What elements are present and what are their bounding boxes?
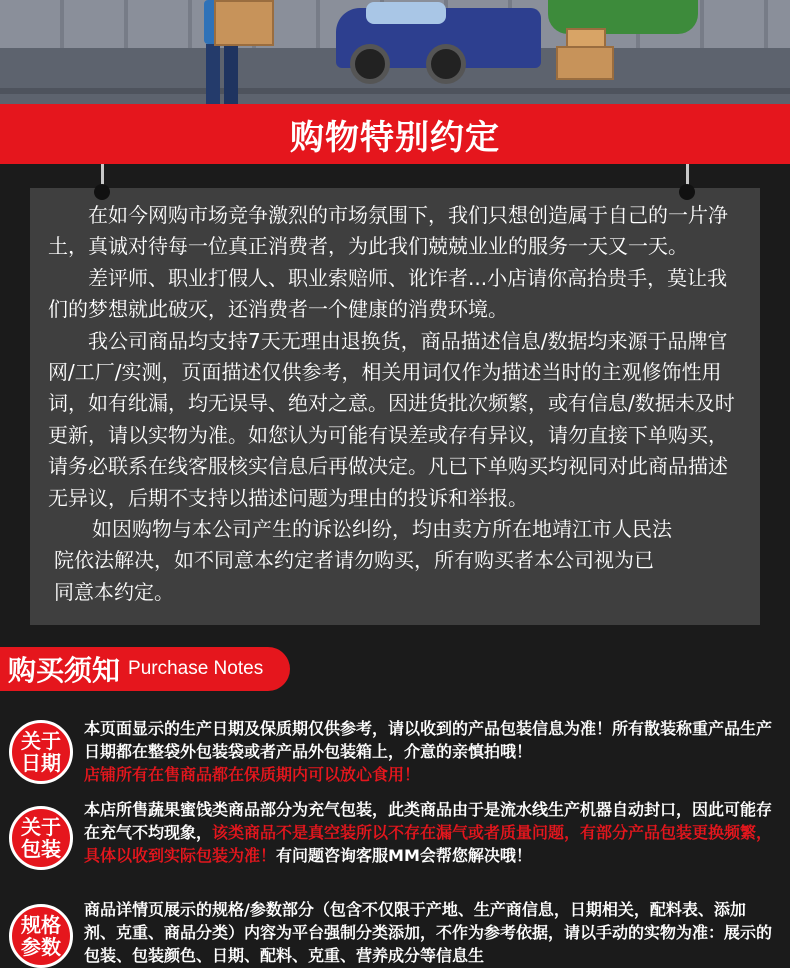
note-highlight: 店铺所有在售商品都在保质期内可以放心食用！: [84, 765, 421, 784]
purchase-notes-header: [0, 647, 290, 691]
agreement-paragraph: 在如今网购市场竞争激烈的市场氛围下，我们只想创造属于自己的一片净土，真诚对待每一位真正消费者，为此我们兢兢业业的服务一天又一天。: [48, 203, 728, 259]
note-text: 本页面显示的生产日期及保质期仅供参考，请以收到的产品包装信息为准！所有散装称重产品生产日期都在整袋外包装袋或者产品外包装箱上，介意的亲慎拍哦！ 店铺所有在售商品都在保质期内可以放心食用！: [84, 719, 773, 784]
pin-icon: [679, 184, 695, 200]
note-text: 商品详情页展示的规格/参数部分（包含不仅限于产地、生产商信息，日期相关，配料表、添加剂、克重、商品分类）内容为平台强制分类添加，不作为参考依据，请以手动的实物为准：展示的包装、包装颜色、日期、配料、克重、营养成分等信息生: [84, 900, 773, 965]
road-line: [0, 88, 790, 94]
purchase-notes-subtitle: Purchase Notes: [128, 658, 264, 679]
note-text: 本店所售蔬果蜜饯类商品部分为充气包装，此类商品由于是流水线生产机器自动封口，因此可能存在充气不均现象，该类商品不是真空装所以不存在漏气或者质量问题，有部分产品包装更换频繁，具体以收到实际包装为准！有问题咨询客服MM会帮您解决哦！: [84, 800, 773, 865]
special-agreement-banner: [0, 104, 790, 164]
note-badge-packaging: 关于 包装: [9, 806, 73, 870]
agreement-paragraph: 差评师、职业打假人、职业索赔师、讹诈者...小店请你高抬贵手，莫让我们的梦想就此破灭，还消费者一个健康的消费环境。: [48, 265, 728, 322]
agreement-paragraph: 我公司商品均支持7天无理由退换货，商品描述信息/数据均来源于品牌官网/工厂/实测，页面描述仅供参考，相关用词仅作为描述当时的主观修饰性用词，如有纰漏，均无误导、绝对之意。因进货批次频繁，或有信息/数据未及时更新，请以实物为准。如您认为可能有误差或存有异议，请勿直接下单购买，请务必联系在线客服核实信息后再做决定。凡已下单购买均视同对此商品描述无异议，后期不支持以描述问题为理由的投诉和举报。: [48, 328, 735, 510]
note-badge-date: 关于 日期: [9, 720, 73, 784]
agreement-paragraph: 如因购物与本公司产生的诉讼纠纷，均由卖方所在地靖江市人民法: [92, 517, 672, 542]
agreement-paragraph: 院依法解决，如不同意本约定者请勿购买，所有购买者本公司视为已: [54, 548, 654, 573]
hero-illustration: [0, 0, 790, 104]
package-box: [214, 0, 274, 46]
banner-title: 购物特别约定: [290, 117, 500, 158]
agreement-board: [30, 188, 760, 625]
pin-icon: [94, 184, 110, 200]
agreement-paragraph: 同意本约定。: [54, 579, 174, 604]
package-box: [556, 46, 614, 80]
delivery-truck: [336, 0, 548, 86]
purchase-notes-title: 购买须知: [8, 654, 121, 687]
note-badge-specs: 规格 参数: [9, 904, 73, 968]
note-highlight: 该类商品不是真空装所以不存在漏气或者质量问题，有部分产品包装更换频繁，具体以收到实际包装为准！: [84, 823, 773, 865]
